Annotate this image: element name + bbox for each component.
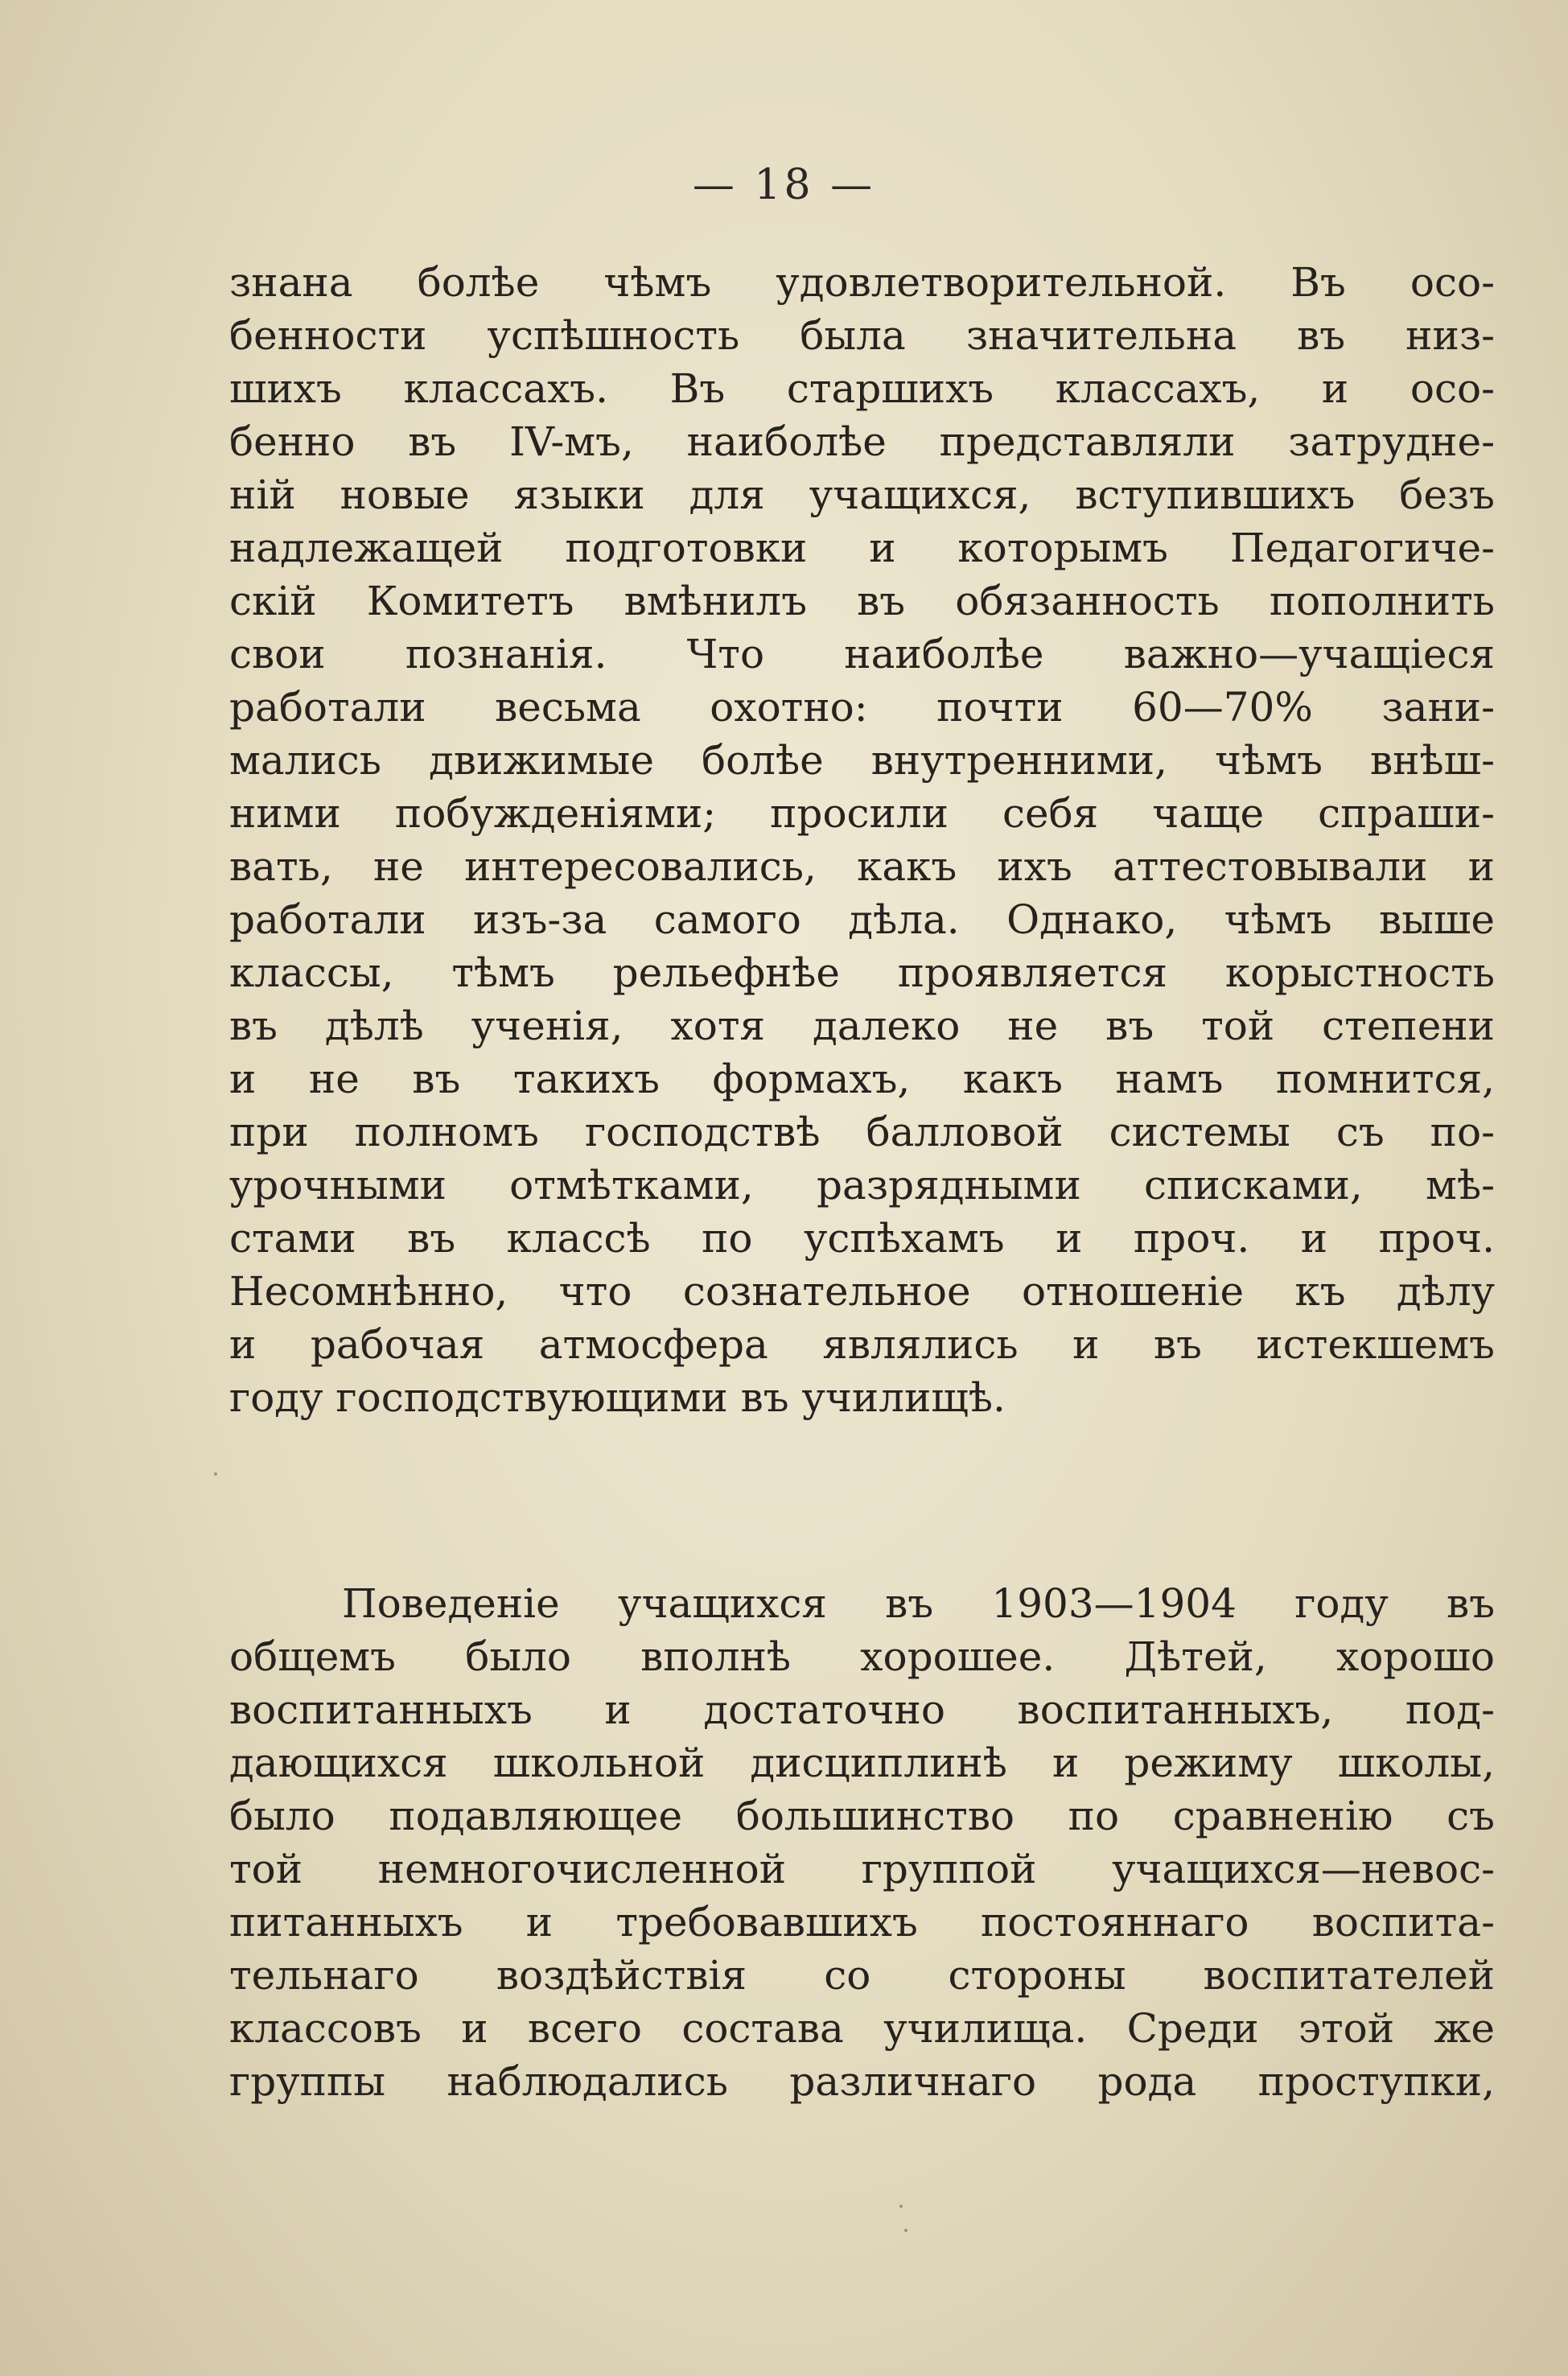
paper-speck <box>214 1472 217 1476</box>
text-line: питанныхъ и требовавшихъ постояннаго воспита- <box>229 1899 1495 1946</box>
text-line: при полномъ господствѣ балловой системы съ по- <box>229 1109 1495 1155</box>
text-line: работали изъ-за самого дѣла. Однако, чѣмъ выше <box>229 896 1495 943</box>
text-line: надлежащей подготовки и которымъ Педагогиче- <box>229 525 1495 571</box>
text-line: скій Комитетъ вмѣнилъ въ обязанность пополнить <box>229 578 1495 624</box>
text-line: въ дѣлѣ ученія, хотя далеко не въ той степени <box>229 1003 1495 1049</box>
text-line: Несомнѣнно, что сознательное отношеніе къ дѣлу <box>229 1268 1495 1315</box>
text-line: классовъ и всего состава училища. Среди этой же <box>229 2005 1495 2052</box>
text-line: бенности успѣшность была значительна въ низ- <box>229 312 1495 359</box>
text-line: свои познанія. Что наиболѣе важно—учащіеся <box>229 631 1495 677</box>
paragraph-1 <box>229 256 1495 1424</box>
text-line: работали весьма охотно: почти 60—70% зани- <box>229 684 1495 731</box>
paper-speck <box>904 2229 907 2232</box>
page-number: — 18 — <box>692 161 876 209</box>
text-line: классы, тѣмъ рельефнѣе проявляется корыстность <box>229 949 1495 996</box>
text-line: году господствующими въ училищѣ. <box>229 1374 1006 1421</box>
text-line: и не въ такихъ формахъ, какъ намъ помнится, <box>229 1056 1495 1102</box>
text-line: вать, не интересовались, какъ ихъ аттестовывали и <box>229 843 1495 890</box>
text-line: ними побужденіями; просили себя чаще спраши- <box>229 790 1495 837</box>
text-line: воспитанныхъ и достаточно воспитанныхъ, под- <box>229 1686 1495 1733</box>
text-line: бенно въ IV-мъ, наиболѣе представляли затрудне- <box>229 418 1495 465</box>
text-line: урочными отмѣтками, разрядными списками, мѣ- <box>229 1162 1495 1209</box>
text-line: мались движимые болѣе внутренними, чѣмъ внѣш- <box>229 737 1495 784</box>
text-line: знана болѣе чѣмъ удовлетворительной. Въ осо- <box>229 259 1495 306</box>
text-line: ній новые языки для учащихся, вступившихъ безъ <box>229 471 1495 518</box>
text-line: группы наблюдались различнаго рода проступки, <box>229 2058 1495 2105</box>
text-line: стами въ классѣ по успѣхамъ и проч. и проч. <box>229 1215 1495 1262</box>
text-line: и рабочая атмосфера являлись и въ истекшемъ <box>229 1321 1495 1368</box>
text-line: тельнаго воздѣйствія со стороны воспитателей <box>229 1952 1495 1999</box>
text-line: шихъ классахъ. Въ старшихъ классахъ, и осо- <box>229 365 1495 412</box>
text-line: той немногочисленной группой учащихся—невос- <box>229 1846 1495 1892</box>
text-line: Поведеніе учащихся въ 1903—1904 году въ <box>342 1580 1495 1627</box>
paper-speck <box>899 2205 903 2208</box>
paragraph-2 <box>229 1577 1495 2108</box>
text-line: было подавляющее большинство по сравненію съ <box>229 1793 1495 1839</box>
text-line: дающихся школьной дисциплинѣ и режиму школы, <box>229 1740 1495 1786</box>
text-line: общемъ было вполнѣ хорошее. Дѣтей, хорошо <box>229 1633 1495 1680</box>
